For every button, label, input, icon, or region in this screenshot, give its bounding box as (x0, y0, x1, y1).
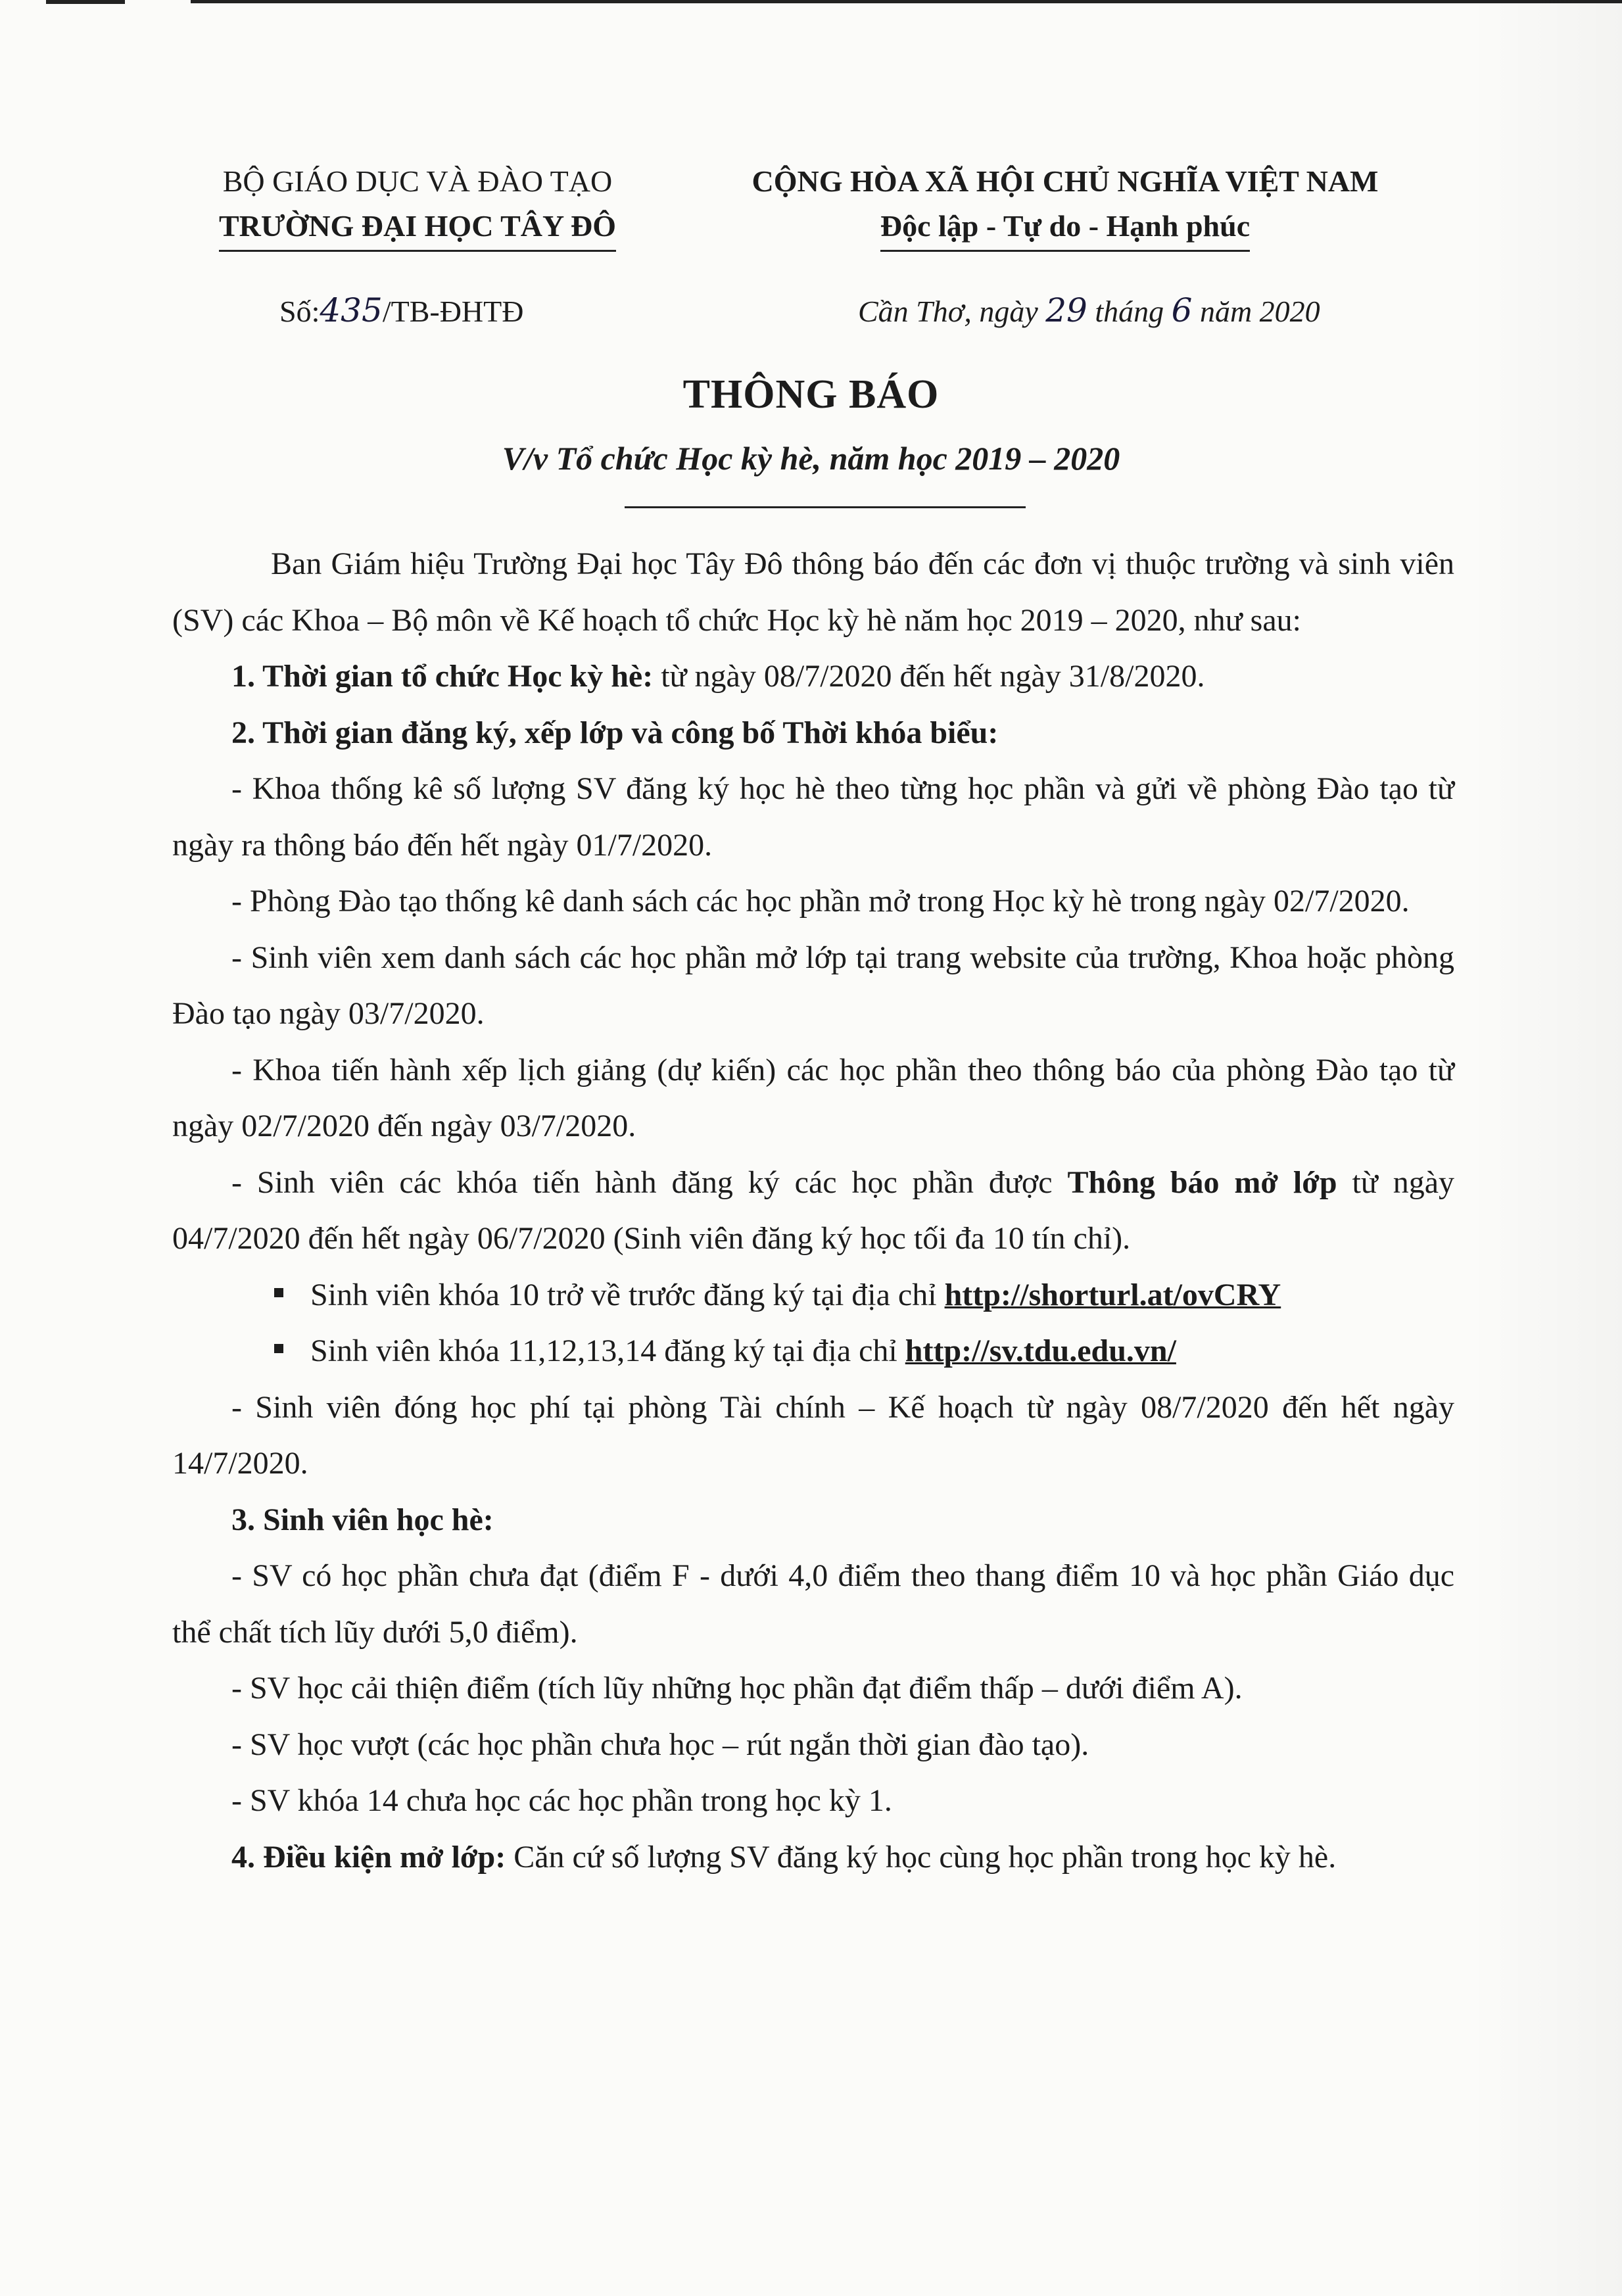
ministry-name: BỘ GIÁO DỤC VÀ ĐÀO TẠO (222, 164, 613, 198)
shorturl-link[interactable]: http://shorturl.at/ovCRY (944, 1277, 1281, 1312)
handwritten-number: 435 (320, 291, 383, 329)
handwritten-day: 29 (1045, 291, 1087, 329)
document-subtitle: V/v Tổ chức Học kỳ hè, năm học 2019 – 2020 (502, 440, 1120, 477)
section-2-item: - Khoa thống kê số lượng SV đăng ký học hè theo từng học phần và gửi về phòng Đào tạo từ ngày ra thông báo đến hết ngày 01/7/2020. (172, 771, 1454, 863)
registration-paragraph: - Sinh viên các khóa tiến hành đăng ký các học phần được Thông báo mở lớp từ ngày 04/7/2020 đến hết ngày 06/7/2020 (Sinh viên đăng ký học tối đa 10 tín chỉ). (172, 1164, 1455, 1256)
issuer-header (164, 159, 671, 252)
section-3-item: - SV có học phần chưa đạt (điểm F - dưới 4,0 điểm theo thang điểm 10 và học phần Giáo dục thể chất tích lũy dưới 5,0 điểm). (172, 1558, 1454, 1650)
section-2-item: - Phòng Đào tạo thống kê danh sách các học phần mở trong Học kỳ hè trong ngày 02/7/2020. (231, 884, 1410, 919)
scan-top-rule (191, 0, 1622, 3)
section-1-heading: 1. Thời gian tổ chức Học kỳ hè: (231, 659, 654, 694)
registration-bullet-2: Sinh viên khóa 11,12,13,14 đăng ký tại địa chỉ http://sv.tdu.edu.vn/ (172, 1323, 1454, 1379)
section-3-item: - SV học cải thiện điểm (tích lũy những học phần đạt điểm thấp – dưới điểm A). (231, 1671, 1243, 1706)
section-4: 4. Điều kiện mở lớp: Căn cứ số lượng SV đăng ký học cùng học phần trong học kỳ hè. (231, 1839, 1337, 1875)
section-3-item: - SV học vượt (các học phần chưa học – rút ngắn thời gian đào tạo). (231, 1727, 1089, 1762)
national-header (710, 159, 1420, 252)
bullet-square-icon (274, 1288, 283, 1297)
document-number: Số:435/TB-ĐHTĐ (279, 291, 524, 329)
scan-shadow (1469, 0, 1622, 2296)
section-3-item: - SV khóa 14 chưa học các học phần trong học kỳ 1. (231, 1783, 892, 1818)
section-1: 1. Thời gian tổ chức Học kỳ hè: từ ngày 08/7/2020 đến hết ngày 31/8/2020. (231, 659, 1205, 694)
title-divider (625, 506, 1026, 508)
country-name: CỘNG HÒA XÃ HỘI CHỦ NGHĨA VIỆT NAM (751, 164, 1379, 198)
motto: Độc lập - Tự do - Hạnh phúc (880, 204, 1250, 252)
university-name: TRƯỜNG ĐẠI HỌC TÂY ĐÔ (219, 204, 616, 252)
scan-edge-mark (46, 0, 125, 4)
intro-paragraph: Ban Giám hiệu Trường Đại học Tây Đô thông báo đến các đơn vị thuộc trường và sinh viên (SV) các Khoa – Bộ môn về Kế hoạch tổ chức Học kỳ hè năm học 2019 – 2020, như sau: (172, 546, 1454, 638)
section-2-heading: 2. Thời gian đăng ký, xếp lớp và công bố Thời khóa biểu: (231, 715, 999, 750)
bullet-square-icon (274, 1344, 283, 1353)
section-2-item: - Khoa tiến hành xếp lịch giảng (dự kiến) các học phần theo thông báo của phòng Đào tạo từ ngày 02/7/2020 đến ngày 03/7/2020. (172, 1052, 1454, 1143)
section-3-heading: 3. Sinh viên học hè: (231, 1502, 494, 1537)
student-portal-link[interactable]: http://sv.tdu.edu.vn/ (905, 1333, 1176, 1368)
registration-bullet-1: Sinh viên khóa 10 trở về trước đăng ký tại địa chỉ http://shorturl.at/ovCRY (172, 1267, 1454, 1324)
section-2-item: - Sinh viên xem danh sách các học phần mở lớp tại trang website của trường, Khoa hoặc phòng Đào tạo ngày 03/7/2020. (172, 940, 1454, 1031)
tuition-paragraph: - Sinh viên đóng học phí tại phòng Tài chính – Kế hoạch từ ngày 08/7/2020 đến hết ngày 14/7/2020. (172, 1389, 1454, 1481)
place-and-date: Cần Thơ, ngày 29 tháng 6 năm 2020 (858, 291, 1320, 329)
document-body (172, 536, 1454, 1885)
handwritten-month: 6 (1171, 291, 1193, 329)
section-4-heading: 4. Điều kiện mở lớp: (231, 1839, 506, 1875)
document-title: THÔNG BÁO (682, 372, 940, 417)
